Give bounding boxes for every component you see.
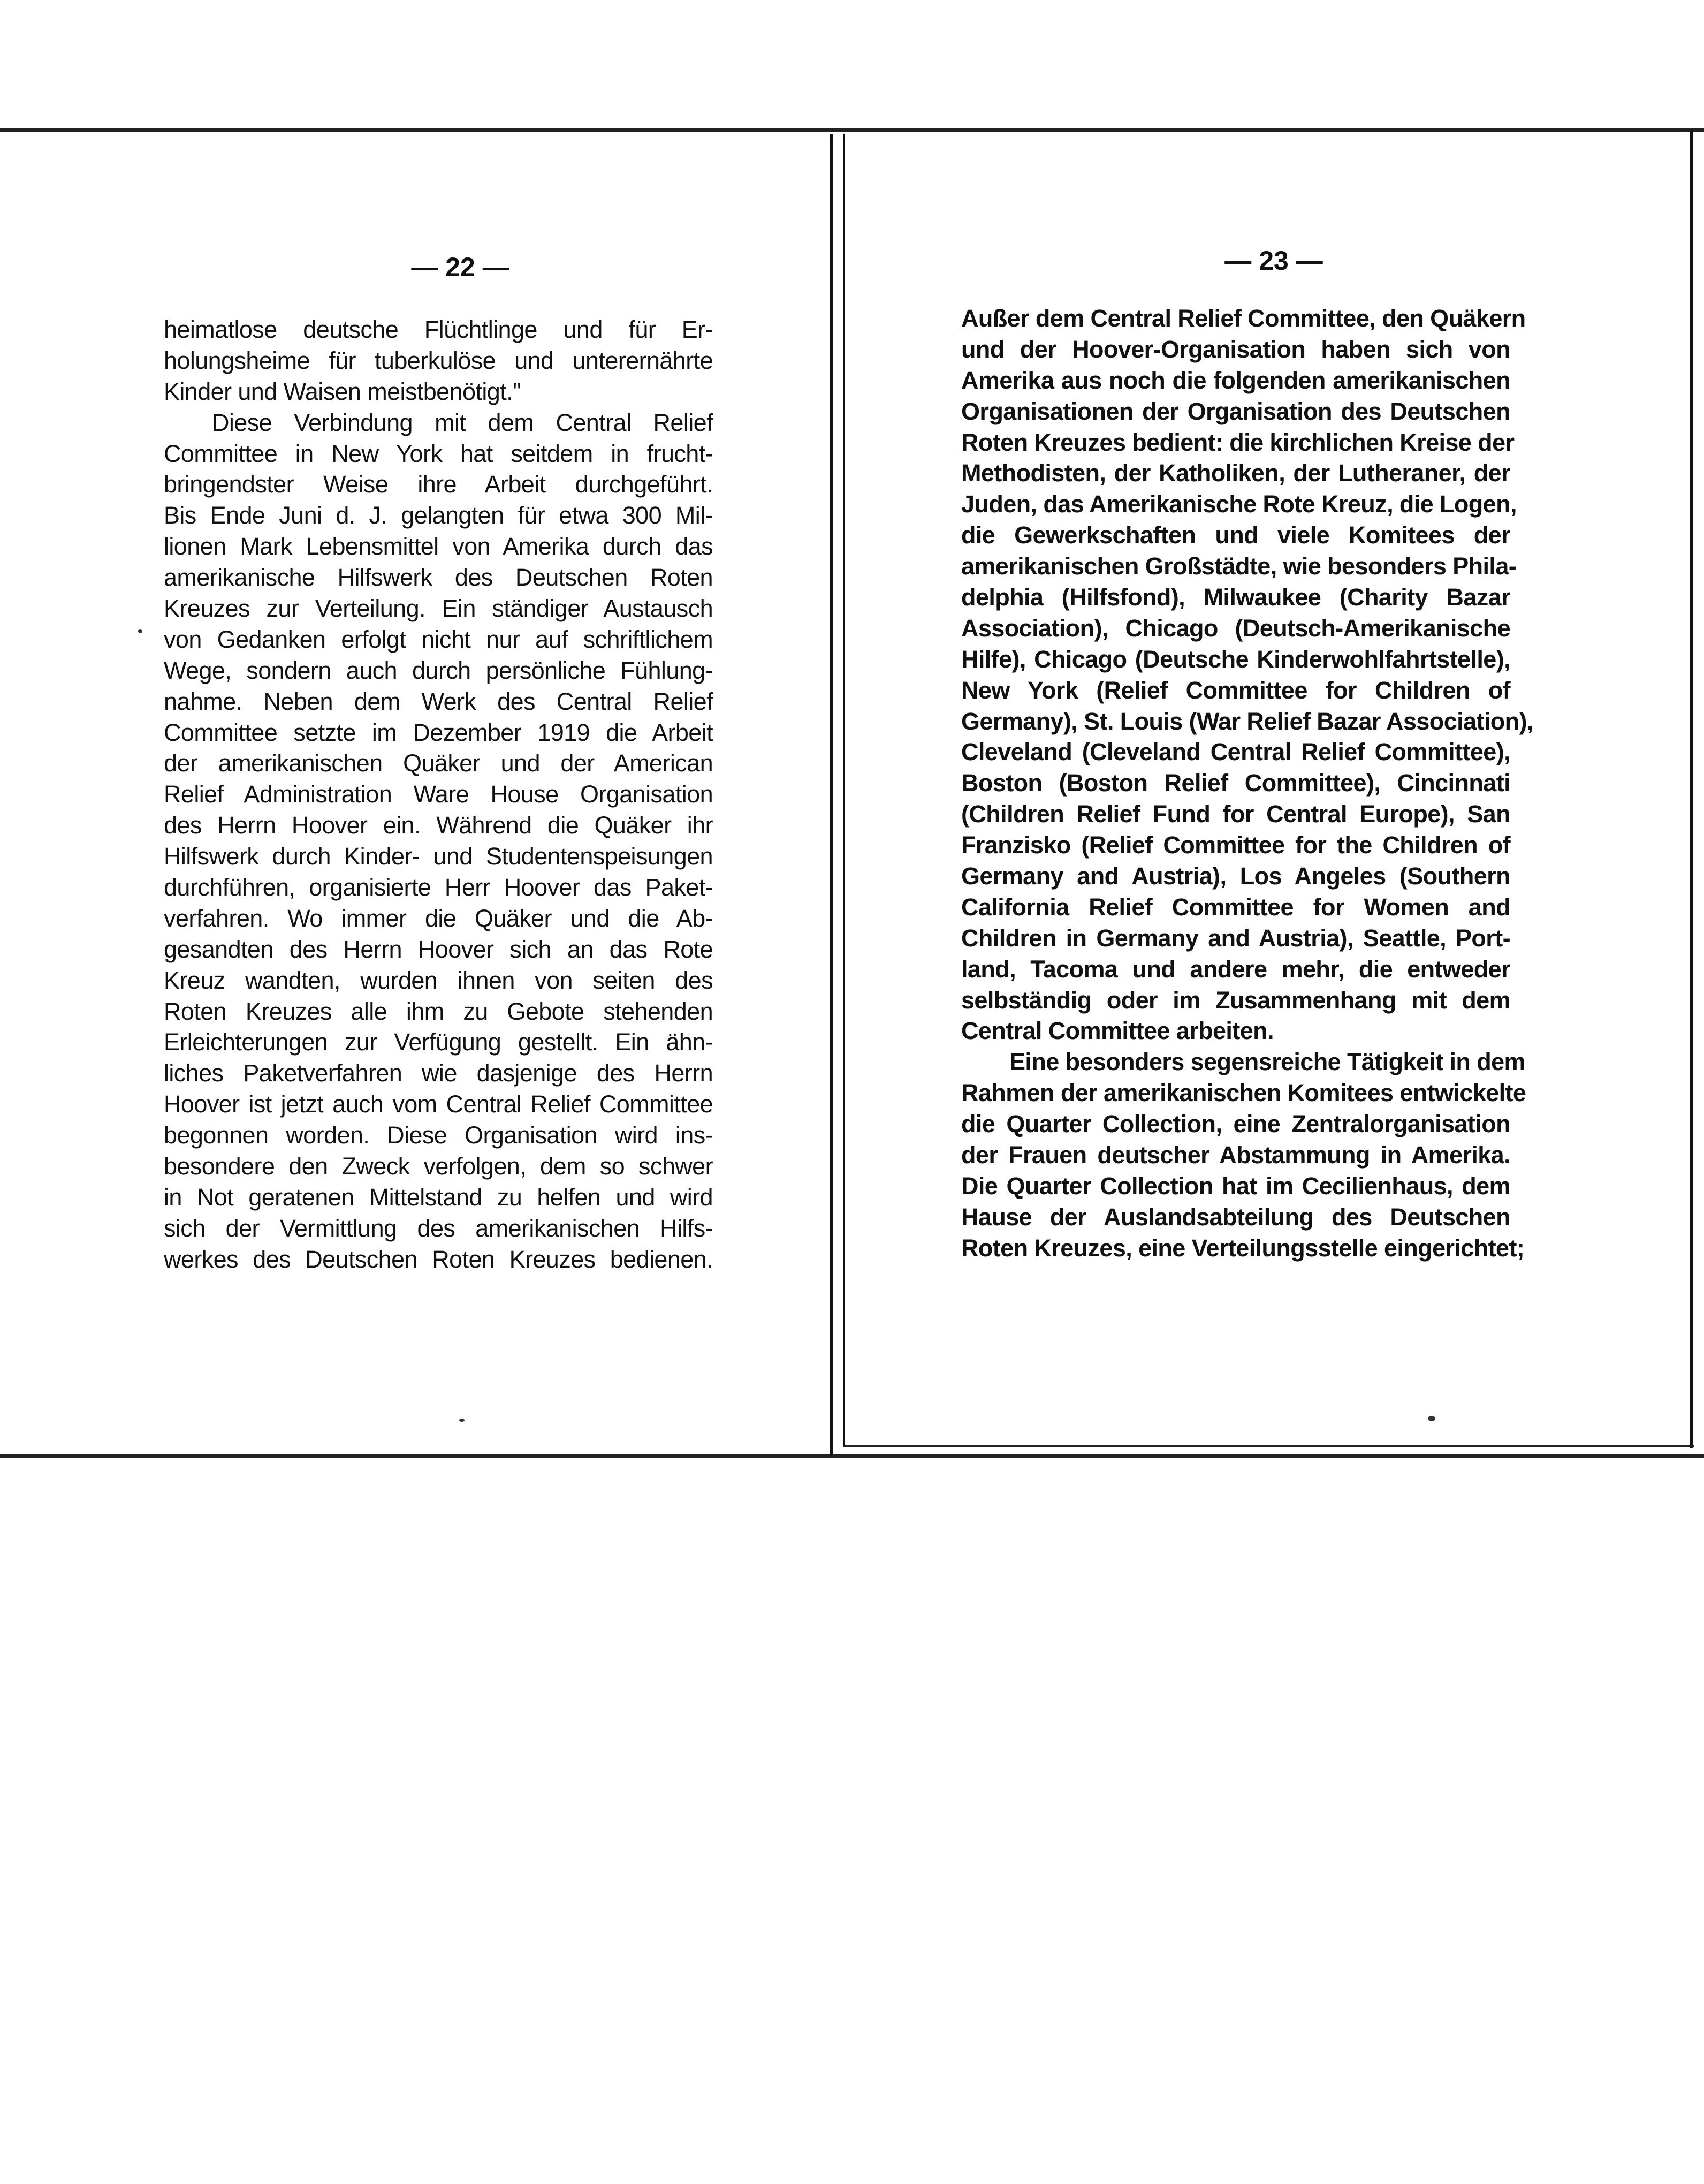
text-line: Hilfe), Chicago (Deutsche Kinderwohlfahrtstelle),	[961, 645, 1510, 673]
text-line: begonnen worden. Diese Organisation wird ins-	[164, 1121, 713, 1149]
text-line: des Herrn Hoover ein. Während die Quäker ihr	[164, 812, 713, 839]
text-line: durchführen, organisierte Herr Hoover das Paket-	[164, 874, 713, 901]
text-line: Hoover ist jetzt auch vom Central Relief Committee	[164, 1090, 713, 1118]
text-line: Committee setzte im Dezember 1919 die Arbeit	[164, 718, 713, 746]
bottom-page-edge	[0, 1454, 1704, 1458]
text-line: gesandten des Herrn Hoover sich an das Rote	[164, 935, 713, 963]
top-page-edge	[0, 128, 1704, 132]
text-line: bringendster Weise ihre Arbeit durchgeführt.	[164, 471, 713, 498]
text-line: werkes des Deutschen Roten Kreuzes bedienen.	[164, 1245, 713, 1273]
scan-speck	[138, 629, 142, 633]
text-line: land, Tacoma und andere mehr, die entweder	[961, 955, 1510, 983]
text-line: Kinder und Waisen meistbenötigt."	[164, 377, 521, 405]
text-line: Außer dem Central Relief Committee, den Quäkern	[961, 305, 1526, 332]
text-line: Roten Kreuzes alle ihm zu Gebote stehenden	[164, 997, 713, 1025]
text-line: liches Paketverfahren wie dasjenige des Herrn	[164, 1059, 713, 1087]
text-line: delphia (Hilfsfond), Milwaukee (Charity Bazar	[961, 583, 1510, 611]
right-page-text	[961, 303, 1533, 1264]
text-line: Children in Germany and Austria), Seattle, Port-	[961, 924, 1510, 952]
text-line: Germany), St. Louis (War Relief Bazar Association),	[961, 707, 1533, 735]
text-line: Franzisko (Relief Committee for the Children of	[961, 831, 1510, 859]
text-line: amerikanischen Großstädte, wie besonders Phila-	[961, 552, 1517, 580]
right-page-inner-left	[843, 134, 845, 1445]
text-line: Bis Ende Juni d. J. gelangten für etwa 300 Mil-	[164, 502, 713, 529]
book-gutter	[830, 134, 833, 1456]
text-line: California Relief Committee for Women and	[961, 893, 1510, 921]
text-line: Cleveland (Cleveland Central Relief Committee),	[961, 738, 1510, 766]
text-line: besondere den Zweck verfolgen, dem so schwer	[164, 1152, 713, 1180]
text-line: Juden, das Amerikanische Rote Kreuz, die Logen,	[961, 490, 1517, 518]
text-line: Roten Kreuzes bedient: die kirchlichen Kreise der	[961, 428, 1515, 456]
text-line: die Quarter Collection, eine Zentralorganisation	[961, 1110, 1510, 1138]
text-line: nahme. Neben dem Werk des Central Relief	[164, 687, 713, 715]
scan-speck	[459, 1419, 465, 1422]
page-number-left: — 22 —	[411, 252, 509, 282]
text-line: Amerika aus noch die folgenden amerikanischen	[961, 366, 1510, 394]
text-line: von Gedanken erfolgt nicht nur auf schriftlichem	[164, 625, 713, 653]
right-page-inner-bottom	[843, 1445, 1694, 1447]
text-line: und der Hoover-Organisation haben sich von	[961, 335, 1510, 363]
text-line: Diese Verbindung mit dem Central Relief	[212, 408, 713, 436]
text-line: Association), Chicago (Deutsch-Amerikanische	[961, 614, 1510, 642]
text-line: in Not geratenen Mittelstand zu helfen und wird	[164, 1183, 713, 1211]
text-line: Boston (Boston Relief Committee), Cincinnati	[961, 769, 1510, 797]
left-page-text	[164, 314, 713, 1275]
text-line: die Gewerkschaften und viele Komitees der	[961, 521, 1510, 549]
text-line: Rahmen der amerikanischen Komitees entwickelte	[961, 1079, 1526, 1107]
text-line: der amerikanischen Quäker und der American	[164, 749, 713, 777]
text-line: Roten Kreuzes, eine Verteilungsstelle eingerichtet;	[961, 1234, 1525, 1262]
text-line: Wege, sondern auch durch persönliche Fühlung-	[164, 656, 713, 684]
text-line: sich der Vermittlung des amerikanischen Hilfs-	[164, 1214, 713, 1242]
text-line: New York (Relief Committee for Children of	[961, 676, 1510, 704]
text-line: Germany and Austria), Los Angeles (Southern	[961, 862, 1510, 890]
text-line: der Frauen deutscher Abstammung in Amerika.	[961, 1141, 1510, 1169]
text-line: Hilfswerk durch Kinder- und Studentenspeisungen	[164, 843, 713, 870]
text-line: lionen Mark Lebensmittel von Amerika durch das	[164, 533, 713, 560]
text-line: Erleichterungen zur Verfügung gestellt. Ein ähn-	[164, 1028, 713, 1056]
text-line: Kreuz wandten, wurden ihnen von seiten des	[164, 966, 713, 994]
right-page-edge	[1690, 131, 1693, 1448]
scan-speck	[1428, 1416, 1435, 1421]
text-line: verfahren. Wo immer die Quäker und die Ab-	[164, 904, 713, 932]
text-line: heimatlose deutsche Flüchtlinge und für Er-	[164, 316, 713, 343]
text-line: Central Committee arbeiten.	[961, 1017, 1274, 1045]
text-line: Relief Administration Ware House Organisation	[164, 780, 713, 808]
text-line: holungsheime für tuberkulöse und unterernährte	[164, 346, 713, 374]
text-line: Hause der Auslandsabteilung des Deutschen	[961, 1203, 1510, 1231]
text-line: Eine besonders segensreiche Tätigkeit in dem	[1009, 1048, 1525, 1076]
text-line: Kreuzes zur Verteilung. Ein ständiger Austausch	[164, 595, 713, 623]
text-line: Committee in New York hat seitdem in frucht-	[164, 439, 713, 467]
text-line: (Children Relief Fund for Central Europe), San	[961, 800, 1510, 828]
text-line: Organisationen der Organisation des Deutschen	[961, 397, 1510, 425]
page-number-right: — 23 —	[1224, 246, 1323, 276]
text-line: amerikanische Hilfswerk des Deutschen Roten	[164, 564, 713, 592]
text-line: Methodisten, der Katholiken, der Lutheraner, der	[961, 459, 1510, 487]
text-line: selbständig oder im Zusammenhang mit dem	[961, 986, 1510, 1014]
text-line: Die Quarter Collection hat im Cecilienhaus, dem	[961, 1172, 1510, 1200]
